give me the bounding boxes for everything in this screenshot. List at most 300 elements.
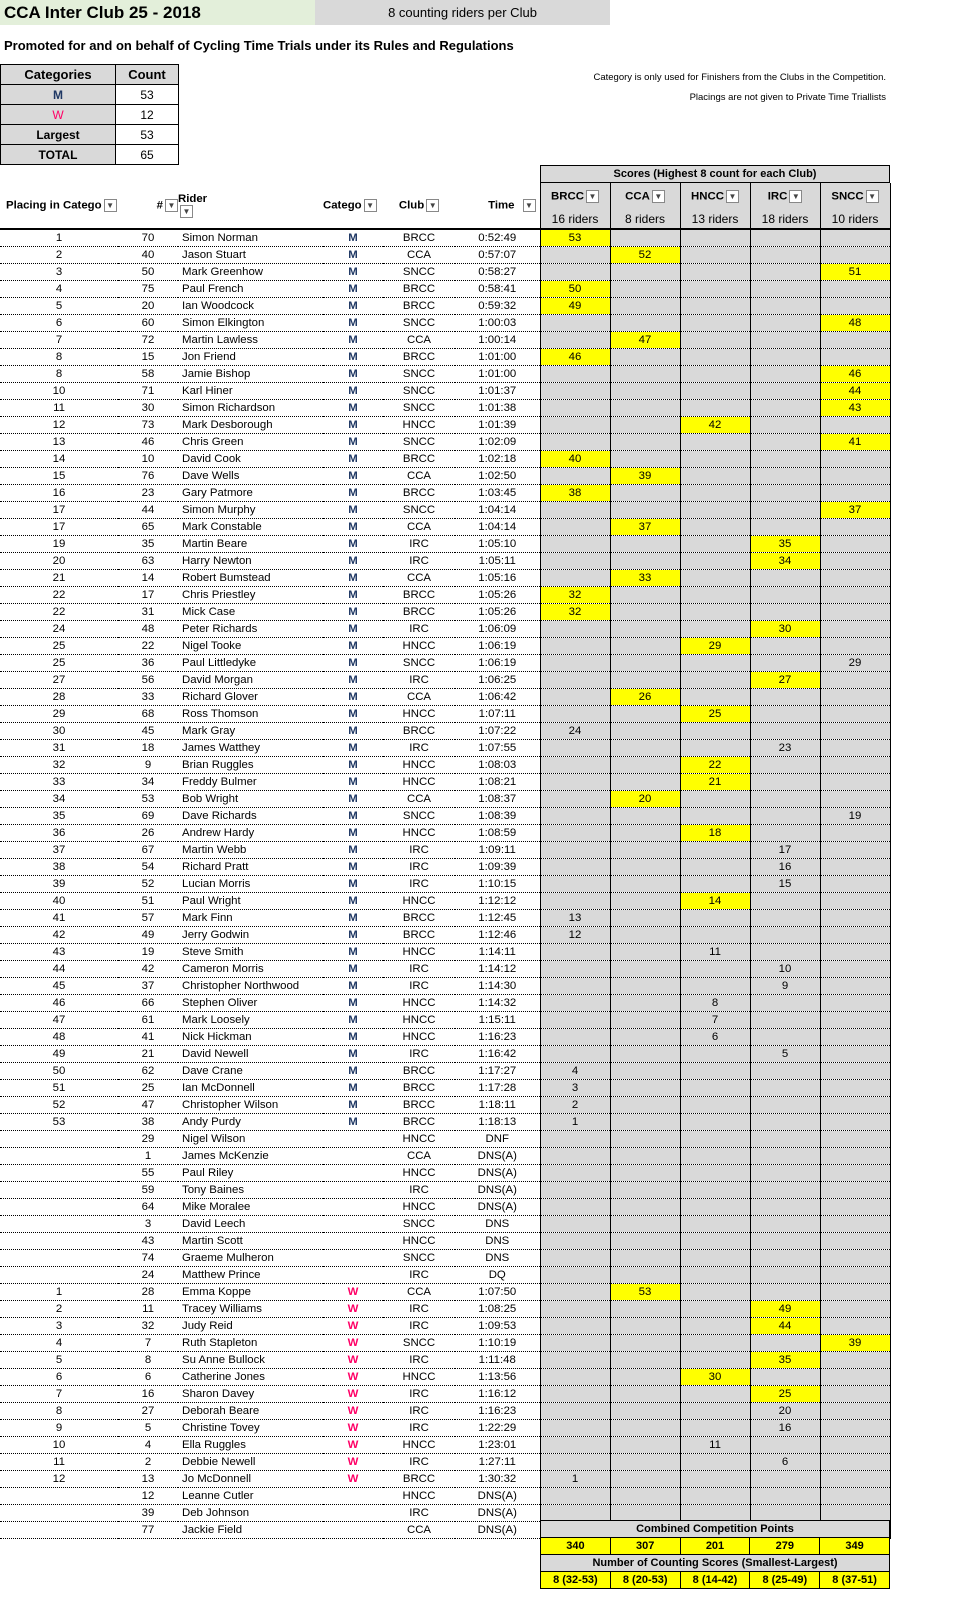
number-cell: 18 — [118, 739, 178, 756]
club-cell: SNCC — [383, 314, 455, 331]
number-cell: 66 — [118, 994, 178, 1011]
score-cell — [750, 637, 820, 654]
score-cell — [610, 892, 680, 909]
score-cell — [820, 1130, 890, 1147]
score-cell — [610, 1198, 680, 1215]
club-cell: IRC — [383, 535, 455, 552]
time-cell: 1:18:13 — [455, 1113, 540, 1130]
score-cell — [610, 1062, 680, 1079]
table-row — [0, 807, 890, 824]
score-cell — [750, 1130, 820, 1147]
score-cell — [820, 705, 890, 722]
score-cell — [820, 586, 890, 603]
filter-dropdown-icon[interactable]: ▼ — [104, 199, 117, 212]
score-cell — [820, 1164, 890, 1181]
placing-cell: 17 — [0, 518, 118, 535]
score-cell: 25 — [750, 1385, 820, 1402]
club-cell: CCA — [383, 1147, 455, 1164]
time-cell: 0:52:49 — [455, 229, 540, 246]
rider-cell: Ella Ruggles — [178, 1436, 323, 1453]
score-cell — [820, 1368, 890, 1385]
combined-points-cca: 307 — [610, 1538, 680, 1555]
placing-header-label: Placing in Catego — [6, 199, 102, 212]
score-cell: 43 — [820, 399, 890, 416]
rider-cell: David Morgan — [178, 671, 323, 688]
counting-scores-sncc: 8 (37-51) — [820, 1572, 890, 1589]
table-row — [0, 773, 890, 790]
rider-cell: Bob Wright — [178, 790, 323, 807]
score-cell — [820, 892, 890, 909]
rider-cell: David Newell — [178, 1045, 323, 1062]
score-cell — [750, 433, 820, 450]
placing-column-header[interactable] — [0, 183, 118, 229]
score-cell — [610, 1470, 680, 1487]
time-cell: DNS(A) — [455, 1147, 540, 1164]
category-cell — [323, 1147, 383, 1164]
score-cell: 41 — [820, 433, 890, 450]
category-cell: M — [323, 807, 383, 824]
score-cell — [610, 1045, 680, 1062]
club-cell: SNCC — [383, 807, 455, 824]
table-row — [0, 1283, 890, 1300]
rider-cell: Christopher Northwood — [178, 977, 323, 994]
score-cell — [820, 960, 890, 977]
score-cell — [680, 1045, 750, 1062]
club-header-irc[interactable] — [750, 183, 820, 209]
filter-dropdown-icon[interactable]: ▼ — [652, 190, 665, 203]
score-cell — [540, 1045, 610, 1062]
category-column-header[interactable] — [323, 183, 383, 229]
score-cell — [680, 977, 750, 994]
filter-dropdown-icon[interactable]: ▼ — [789, 190, 802, 203]
time-cell: DNS(A) — [455, 1198, 540, 1215]
score-cell: 32 — [540, 586, 610, 603]
time-cell: 1:27:11 — [455, 1453, 540, 1470]
club-cell: IRC — [383, 858, 455, 875]
score-cell — [540, 705, 610, 722]
score-cell — [610, 433, 680, 450]
score-cell — [540, 1504, 610, 1521]
score-cell — [820, 1028, 890, 1045]
placing-cell: 41 — [0, 909, 118, 926]
category-cell: M — [323, 603, 383, 620]
score-cell — [680, 331, 750, 348]
table-row — [0, 399, 890, 416]
number-cell: 61 — [118, 1011, 178, 1028]
rider-cell: Simon Elkington — [178, 314, 323, 331]
rider-cell: Simon Norman — [178, 229, 323, 246]
category-cell: M — [323, 909, 383, 926]
placing-cell: 5 — [0, 297, 118, 314]
score-cell — [610, 501, 680, 518]
club-cell: SNCC — [383, 654, 455, 671]
score-cell — [820, 1317, 890, 1334]
score-cell — [610, 1096, 680, 1113]
number-cell: 37 — [118, 977, 178, 994]
club-cell: HNCC — [383, 1198, 455, 1215]
time-cell: 1:09:39 — [455, 858, 540, 875]
score-cell: 37 — [610, 518, 680, 535]
number-cell: 63 — [118, 552, 178, 569]
number-cell: 75 — [118, 280, 178, 297]
score-cell — [610, 977, 680, 994]
table-row — [0, 1062, 890, 1079]
filter-dropdown-icon[interactable]: ▼ — [523, 199, 536, 212]
placing-cell: 3 — [0, 1317, 118, 1334]
club-cell: IRC — [383, 1266, 455, 1283]
score-cell: 11 — [680, 943, 750, 960]
rider-cell: Mark Loosely — [178, 1011, 323, 1028]
combined-points-irc: 279 — [750, 1538, 820, 1555]
score-cell — [610, 263, 680, 280]
table-row — [0, 688, 890, 705]
time-column-header[interactable] — [455, 183, 540, 229]
rider-cell: Mark Greenhow — [178, 263, 323, 280]
score-cell — [610, 382, 680, 399]
score-cell: 32 — [540, 603, 610, 620]
score-cell — [820, 790, 890, 807]
number-cell: 26 — [118, 824, 178, 841]
category-cell: W — [323, 1368, 383, 1385]
score-cell — [540, 773, 610, 790]
score-cell — [610, 399, 680, 416]
rider-cell: Karl Hiner — [178, 382, 323, 399]
time-cell: 1:10:19 — [455, 1334, 540, 1351]
score-cell — [610, 1300, 680, 1317]
score-cell: 46 — [820, 365, 890, 382]
score-cell — [610, 1351, 680, 1368]
rider-cell: Paul French — [178, 280, 323, 297]
number-cell: 29 — [118, 1130, 178, 1147]
score-cell — [610, 739, 680, 756]
club-cell: CCA — [383, 790, 455, 807]
table-row — [0, 756, 890, 773]
filter-dropdown-icon[interactable]: ▼ — [165, 199, 178, 212]
score-cell — [540, 467, 610, 484]
category-cell: M — [323, 1011, 383, 1028]
category-cell: M — [323, 858, 383, 875]
score-cell — [820, 977, 890, 994]
placing-cell: 8 — [0, 365, 118, 382]
score-cell — [680, 297, 750, 314]
club-cell: IRC — [383, 875, 455, 892]
score-cell — [540, 1419, 610, 1436]
score-cell — [750, 909, 820, 926]
combined-points-label: Combined Competition Points — [541, 1521, 890, 1538]
number-cell: 36 — [118, 654, 178, 671]
category-cell: W — [323, 1453, 383, 1470]
rider-cell: Ross Thomson — [178, 705, 323, 722]
score-cell — [680, 1113, 750, 1130]
score-cell — [750, 773, 820, 790]
table-row — [0, 586, 890, 603]
score-cell — [820, 535, 890, 552]
club-cell: CCA — [383, 688, 455, 705]
placing-cell: 49 — [0, 1045, 118, 1062]
score-cell — [750, 1368, 820, 1385]
score-cell — [540, 263, 610, 280]
score-cell — [750, 416, 820, 433]
category-cell: M — [323, 1062, 383, 1079]
placing-cell: 13 — [0, 433, 118, 450]
filter-dropdown-icon[interactable]: ▼ — [364, 199, 377, 212]
score-cell — [610, 416, 680, 433]
score-cell — [610, 348, 680, 365]
number-cell: 19 — [118, 943, 178, 960]
rider-cell: Jerry Godwin — [178, 926, 323, 943]
score-cell — [680, 382, 750, 399]
score-cell — [680, 926, 750, 943]
category-cell: M — [323, 1045, 383, 1062]
table-row — [0, 909, 890, 926]
score-cell — [610, 1419, 680, 1436]
table-row — [0, 1317, 890, 1334]
score-cell — [820, 926, 890, 943]
rider-cell: Richard Pratt — [178, 858, 323, 875]
club-name: IRC — [767, 190, 788, 203]
placing-cell — [0, 1181, 118, 1198]
club-header-cca[interactable] — [610, 183, 680, 209]
number-cell: 14 — [118, 569, 178, 586]
score-cell — [610, 450, 680, 467]
score-cell: 33 — [610, 569, 680, 586]
score-cell — [610, 1402, 680, 1419]
score-cell — [750, 892, 820, 909]
time-cell: 1:09:53 — [455, 1317, 540, 1334]
rider-cell: Jamie Bishop — [178, 365, 323, 382]
placing-cell: 27 — [0, 671, 118, 688]
time-cell: 1:01:37 — [455, 382, 540, 399]
score-cell — [820, 467, 890, 484]
score-cell: 6 — [680, 1028, 750, 1045]
score-cell — [680, 365, 750, 382]
club-cell: BRCC — [383, 722, 455, 739]
score-cell — [820, 552, 890, 569]
club-column-header[interactable] — [383, 183, 455, 229]
score-cell — [680, 1402, 750, 1419]
score-cell — [540, 1266, 610, 1283]
score-cell — [820, 1470, 890, 1487]
placing-cell: 36 — [0, 824, 118, 841]
rider-cell: Martin Webb — [178, 841, 323, 858]
number-cell: 64 — [118, 1198, 178, 1215]
time-cell: 1:05:16 — [455, 569, 540, 586]
club-cell: BRCC — [383, 484, 455, 501]
counting-scores-irc: 8 (25-49) — [750, 1572, 820, 1589]
time-cell: 1:06:25 — [455, 671, 540, 688]
placing-cell: 12 — [0, 1470, 118, 1487]
category-cell: M — [323, 229, 383, 246]
number-cell: 44 — [118, 501, 178, 518]
rider-cell: Catherine Jones — [178, 1368, 323, 1385]
placing-cell: 1 — [0, 229, 118, 246]
filter-dropdown-icon[interactable]: ▼ — [866, 190, 879, 203]
score-cell — [610, 1130, 680, 1147]
club-rider-count: 8 riders — [610, 209, 680, 229]
score-cell — [610, 365, 680, 382]
score-cell — [750, 314, 820, 331]
table-row — [0, 1419, 890, 1436]
table-row — [0, 1334, 890, 1351]
category-cell: M — [323, 1113, 383, 1130]
placing-cell: 11 — [0, 1453, 118, 1470]
score-cell — [610, 1334, 680, 1351]
number-cell: 46 — [118, 433, 178, 450]
score-cell — [540, 569, 610, 586]
table-row — [0, 1402, 890, 1419]
score-cell — [540, 314, 610, 331]
time-cell: DNS(A) — [455, 1504, 540, 1521]
time-cell: 1:01:38 — [455, 399, 540, 416]
rider-cell: Debbie Newell — [178, 1453, 323, 1470]
table-row — [0, 841, 890, 858]
score-cell — [540, 1215, 610, 1232]
total-count: 65 — [116, 145, 179, 165]
rider-cell: Nick Hickman — [178, 1028, 323, 1045]
score-cell — [750, 1096, 820, 1113]
club-header-label: Club — [398, 199, 425, 212]
rider-cell: Graeme Mulheron — [178, 1249, 323, 1266]
rider-cell: Martin Beare — [178, 535, 323, 552]
score-cell: 19 — [820, 807, 890, 824]
time-cell: 1:22:29 — [455, 1419, 540, 1436]
score-cell — [540, 1181, 610, 1198]
category-cell — [323, 1181, 383, 1198]
score-cell — [610, 1164, 680, 1181]
score-cell — [820, 1181, 890, 1198]
score-cell: 46 — [540, 348, 610, 365]
table-row — [0, 1300, 890, 1317]
score-cell — [540, 416, 610, 433]
time-cell: 1:30:32 — [455, 1470, 540, 1487]
filter-dropdown-icon[interactable]: ▼ — [180, 205, 193, 218]
score-cell — [540, 1232, 610, 1249]
number-cell: 74 — [118, 1249, 178, 1266]
club-header-brcc[interactable] — [540, 183, 610, 209]
club-cell: IRC — [383, 977, 455, 994]
score-cell — [540, 246, 610, 263]
number-cell: 57 — [118, 909, 178, 926]
results-body — [0, 229, 890, 1538]
time-cell: 1:04:14 — [455, 501, 540, 518]
number-cell: 15 — [118, 348, 178, 365]
rider-cell: Mike Moralee — [178, 1198, 323, 1215]
score-cell: 35 — [750, 1351, 820, 1368]
table-row — [0, 348, 890, 365]
table-row — [0, 1147, 890, 1164]
score-cell — [680, 450, 750, 467]
category-cell — [323, 1215, 383, 1232]
time-cell: 1:17:27 — [455, 1062, 540, 1079]
category-cell: M — [323, 1079, 383, 1096]
score-cell — [750, 654, 820, 671]
filter-dropdown-icon[interactable]: ▼ — [586, 190, 599, 203]
time-cell: 1:12:46 — [455, 926, 540, 943]
time-cell: DNS — [455, 1249, 540, 1266]
number-cell: 54 — [118, 858, 178, 875]
score-cell — [820, 450, 890, 467]
time-cell: 1:23:01 — [455, 1436, 540, 1453]
table-row — [0, 1453, 890, 1470]
score-cell — [820, 1402, 890, 1419]
filter-dropdown-icon[interactable]: ▼ — [726, 190, 739, 203]
table-row — [0, 824, 890, 841]
score-cell — [610, 841, 680, 858]
score-cell — [820, 280, 890, 297]
score-cell — [820, 603, 890, 620]
number-cell: 72 — [118, 331, 178, 348]
table-row — [0, 1130, 890, 1147]
club-header-hncc[interactable] — [680, 183, 750, 209]
category-cell: M — [323, 841, 383, 858]
number-column-header[interactable] — [118, 183, 178, 229]
score-cell: 48 — [820, 314, 890, 331]
score-cell — [750, 1283, 820, 1300]
category-cell: M — [323, 705, 383, 722]
table-row — [0, 1470, 890, 1487]
placing-cell: 16 — [0, 484, 118, 501]
score-cell — [680, 1470, 750, 1487]
score-cell — [820, 739, 890, 756]
time-cell: 1:15:11 — [455, 1011, 540, 1028]
category-cell: M — [323, 756, 383, 773]
placing-cell: 53 — [0, 1113, 118, 1130]
score-cell — [820, 1436, 890, 1453]
score-cell — [680, 688, 750, 705]
score-cell — [610, 926, 680, 943]
table-row — [0, 229, 890, 246]
score-cell — [750, 280, 820, 297]
time-cell: 1:17:28 — [455, 1079, 540, 1096]
rider-cell: Nigel Tooke — [178, 637, 323, 654]
score-cell: 25 — [680, 705, 750, 722]
category-note: Category is only used for Finishers from the Clubs in the Competition. — [593, 72, 886, 83]
club-cell: CCA — [383, 246, 455, 263]
category-cell: M — [323, 722, 383, 739]
rider-cell: Paul Riley — [178, 1164, 323, 1181]
score-cell — [610, 586, 680, 603]
rider-cell: Richard Glover — [178, 688, 323, 705]
table-row — [0, 1436, 890, 1453]
club-header-sncc[interactable] — [820, 183, 890, 209]
placing-cell: 35 — [0, 807, 118, 824]
footer-summary — [540, 1520, 890, 1589]
club-name: BRCC — [551, 190, 584, 203]
score-cell — [750, 348, 820, 365]
score-cell — [540, 518, 610, 535]
club-cell: BRCC — [383, 1470, 455, 1487]
score-cell — [610, 824, 680, 841]
rider-column-header[interactable] — [178, 183, 323, 229]
counting-scores-hncc: 8 (14-42) — [680, 1572, 750, 1589]
placing-cell: 8 — [0, 1402, 118, 1419]
rider-cell: Gary Patmore — [178, 484, 323, 501]
filter-dropdown-icon[interactable]: ▼ — [426, 199, 439, 212]
score-cell — [680, 654, 750, 671]
category-cell: M — [323, 892, 383, 909]
score-cell — [540, 960, 610, 977]
club-cell: SNCC — [383, 1334, 455, 1351]
rider-cell: James McKenzie — [178, 1147, 323, 1164]
number-cell: 20 — [118, 297, 178, 314]
time-cell: 1:14:11 — [455, 943, 540, 960]
score-cell — [820, 331, 890, 348]
counting-scores-brcc: 8 (32-53) — [541, 1572, 611, 1589]
rider-cell: Brian Ruggles — [178, 756, 323, 773]
club-rider-count: 18 riders — [750, 209, 820, 229]
rider-cell: Tony Baines — [178, 1181, 323, 1198]
placing-note: Placings are not given to Private Time Triallists — [689, 92, 886, 103]
